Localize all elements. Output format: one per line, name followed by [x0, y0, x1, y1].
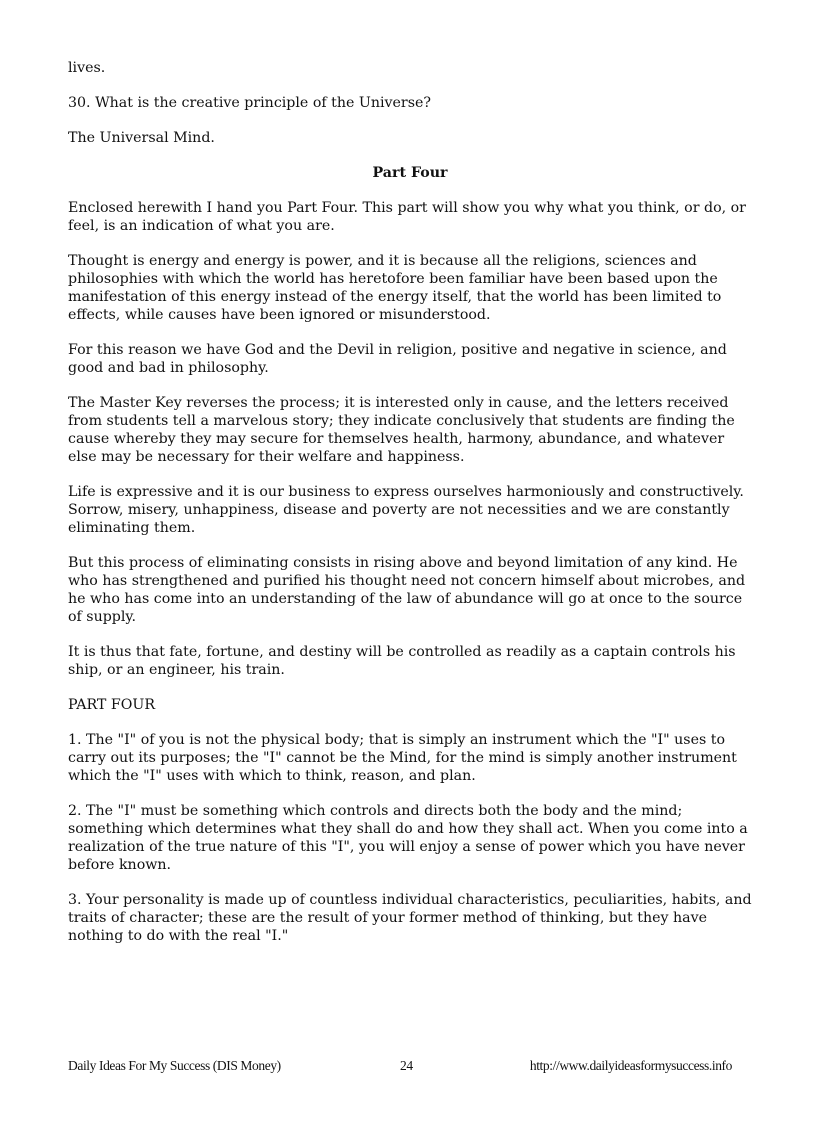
section-label: PART FOUR [68, 697, 156, 713]
part-heading: Part Four [372, 165, 448, 181]
paragraph: It is thus that fate, fortune, and destiny will be controlled as readily as a captain controls his ship, or an engineer, his train. [68, 644, 736, 678]
answer-30: The Universal Mind. [68, 130, 215, 146]
footer-title: Daily Ideas For My Success (DIS Money) [68, 1058, 281, 1073]
numbered-item: 2. The "I" must be something which controls and directs both the body and the mind; something which determines what they shall do and how they shall act. When you come into a realization of the true nature of this "I", you will enjoy a sense of power which you have never before known. [68, 803, 748, 873]
page-body [68, 59, 752, 962]
footer-url: http://www.dailyideasformysuccess.info [529, 1058, 732, 1073]
page-number: 24 [400, 1058, 413, 1073]
paragraph: Thought is energy and energy is power, and it is because all the religions, sciences and philosophies with which the world has heretofore been familiar have been based upon the manifestation of this energy instead of the energy itself, that the world has been limited to effects, while causes have been ignored or misunderstood. [68, 253, 722, 323]
numbered-item: 3. Your personality is made up of countless individual characteristics, peculiarities, habits, and traits of character; these are the result of your former method of thinking, but they have nothing to do with the real "I." [68, 892, 752, 944]
paragraph: Life is expressive and it is our business to express ourselves harmoniously and constructively. Sorrow, misery, unhappiness, disease and poverty are not necessities and we are constantly eliminating them. [68, 484, 744, 536]
paragraph: Enclosed herewith I hand you Part Four. This part will show you why what you think, or do, or feel, is an indication of what you are. [68, 200, 746, 234]
numbered-item: 1. The "I" of you is not the physical body; that is simply an instrument which the "I" uses to carry out its purposes; the "I" cannot be the Mind, for the mind is simply another instrument which the "I" uses with which to think, reason, and plan. [68, 732, 737, 784]
question-30: 30. What is the creative principle of the Universe? [68, 95, 431, 111]
paragraph: The Master Key reverses the process; it is interested only in cause, and the letters received from students tell a marvelous story; they indicate conclusively that students are finding the cause whereby they may secure for themselves health, harmony, abundance, and whatever else may be necessary for their welfare and happiness. [68, 395, 735, 465]
page-footer [68, 1058, 752, 1078]
continuation-text: lives. [68, 60, 106, 76]
paragraph: For this reason we have God and the Devil in religion, positive and negative in science, and good and bad in philosophy. [68, 342, 727, 376]
paragraph: But this process of eliminating consists in rising above and beyond limitation of any kind. He who has strengthened and purified his thought need not concern himself about microbes, and he who has come into an understanding of the law of abundance will go at once to the source of supply. [68, 555, 746, 625]
